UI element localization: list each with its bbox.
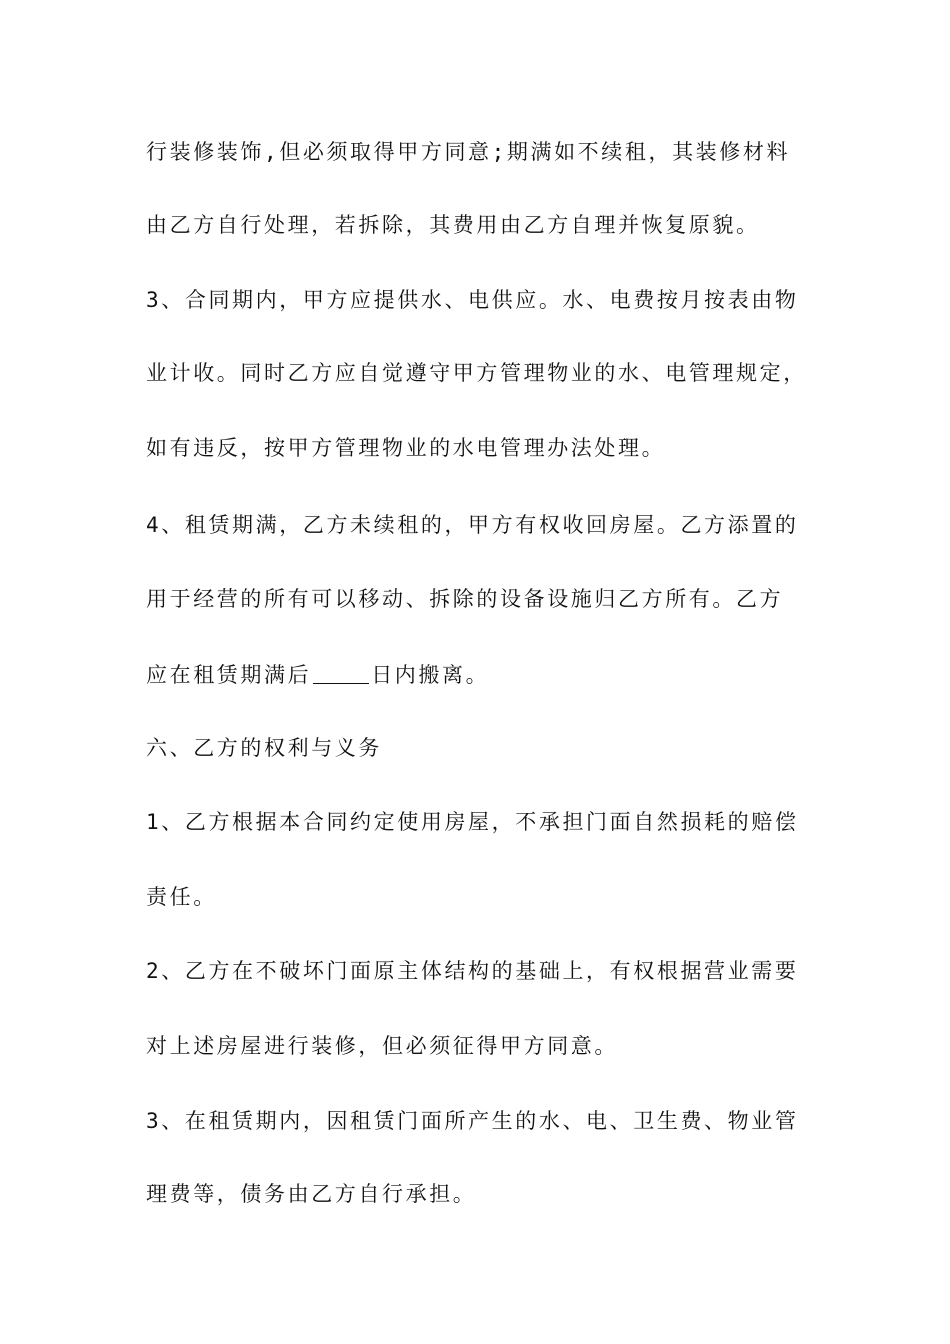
text-line: 3、合同期内，甲方应提供水、电供应。水、电费按月按表由物 — [146, 288, 799, 312]
text-line: 行装修装饰,但必须取得甲方同意;期满如不续租，其装修材料 — [146, 140, 791, 164]
text-line: 3、在租赁期内，因租赁门面所产生的水、电、卫生费、物业管 — [146, 1109, 799, 1133]
text-line: 对上述房屋进行装修，但必须征得甲方同意。 — [146, 1034, 618, 1058]
text-line: 4、租赁期满，乙方未续租的，甲方有权收回房屋。乙方添置的 — [146, 513, 799, 537]
text-line: 如有违反，按甲方管理物业的水电管理办法处理。 — [146, 436, 666, 460]
text-line: 业计收。同时乙方应自觉遵守甲方管理物业的水、电管理规定， — [146, 361, 807, 385]
text-segment: 应在租赁期满后 — [146, 663, 312, 687]
text-line: 由乙方自行处理，若拆除，其费用由乙方自理并恢复原貌。 — [146, 213, 760, 237]
text-line: 理费等，债务由乙方自行承担。 — [146, 1182, 477, 1206]
text-line: 用于经营的所有可以移动、拆除的设备设施归乙方所有。乙方 — [146, 587, 784, 611]
text-segment: 日内搬离。 — [371, 663, 490, 687]
text-line: 责任。 — [146, 885, 217, 909]
text-line-with-blank — [146, 663, 489, 686]
text-line: 1、乙方根据本合同约定使用房屋，不承担门面自然损耗的赔偿 — [146, 810, 799, 834]
text-line: 2、乙方在不破坏门面原主体结构的基础上，有权根据营业需要 — [146, 959, 799, 983]
fill-in-blank — [313, 663, 369, 684]
section-heading: 六、乙方的权利与义务 — [146, 736, 382, 760]
